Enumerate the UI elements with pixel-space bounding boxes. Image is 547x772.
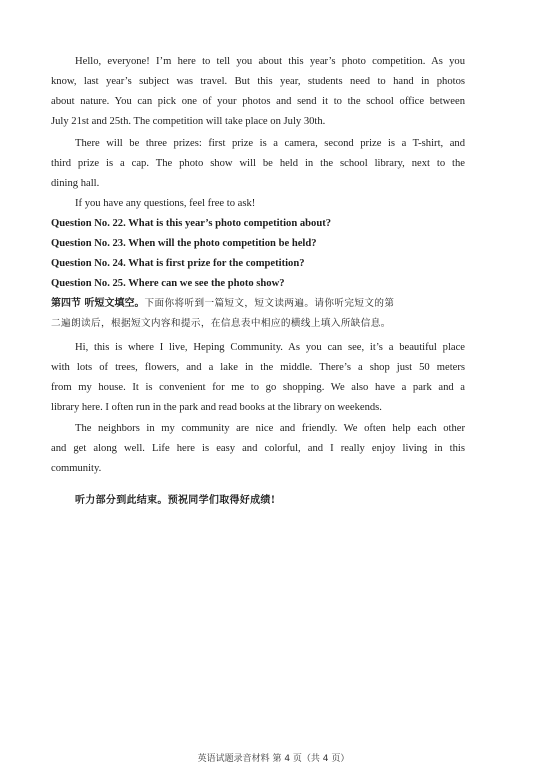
question-25: Question No. 25. Where can we see the photo show? bbox=[51, 278, 285, 289]
passage-line: about nature. You can pick one of your photos and send it to the school office between bbox=[51, 96, 465, 107]
passage-line: July 21st and 25th. The competition will take place on July 30th. bbox=[51, 116, 326, 127]
question-24: Question No. 24. What is first prize for the competition? bbox=[51, 258, 305, 269]
passage-line: from my house. It is convenient for me to go shopping. We also have a park and a bbox=[51, 382, 465, 393]
page-footer: 英语试题录音材料 第 4 页（共 4 页） bbox=[197, 754, 350, 764]
passage-line: Hi, this is where I live, Heping Community. As you can see, it’s a beautiful place bbox=[75, 342, 465, 353]
section-4-heading-line bbox=[51, 296, 465, 312]
question-22: Question No. 22. What is this year’s photo competition about? bbox=[51, 218, 332, 229]
passage-line: with lots of trees, flowers, and a lake in the middle. There’s a shop just 50 meters bbox=[51, 362, 465, 373]
closing-remark: 听力部分到此结束。预祝同学们取得好成绩! bbox=[75, 495, 276, 506]
passage-line: dining hall. bbox=[51, 178, 100, 189]
question-23: Question No. 23. When will the photo competition be held? bbox=[51, 238, 317, 249]
passage-line: and get along well. Life here is easy and colorful, and I really enjoy living in this bbox=[51, 443, 465, 454]
section-4-instruction-continued: 二遍朗读后，根据短文内容和提示，在信息表中相应的横线上填入所缺信息。 bbox=[51, 318, 391, 329]
passage-line: know, last year’s subject was travel. But this year, students need to hand in photos bbox=[51, 76, 465, 87]
passage-line: community. bbox=[51, 463, 102, 474]
passage-line: The neighbors in my community are nice and friendly. We often help each other bbox=[75, 423, 465, 434]
passage-line: library here. I often run in the park and read books at the library on weekends. bbox=[51, 402, 382, 413]
passage-line: There will be three prizes: first prize is a camera, second prize is a T-shirt, and bbox=[75, 138, 465, 149]
passage-line: third prize is a cap. The photo show will be held in the school library, next to the bbox=[51, 158, 465, 169]
passage-line: If you have any questions, feel free to ask! bbox=[75, 198, 256, 209]
section-4-instruction: 下面你将听到一篇短文，短文读两遍。请你听完短文的第 bbox=[144, 298, 395, 309]
section-4-heading: 第四节 听短文填空。 bbox=[51, 298, 145, 309]
passage-line: Hello, everyone! I’m here to tell you about this year’s photo competition. As you bbox=[75, 56, 465, 67]
